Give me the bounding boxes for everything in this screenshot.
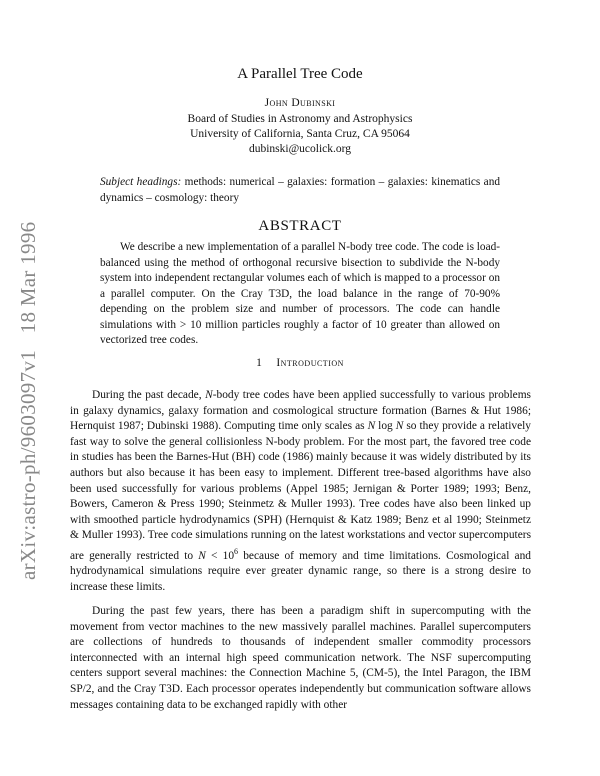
- text-run: because of memory and time limitations. Cosmological and hydrodynamical simulations require ever greater dynamic range, so there is a strong desire to increase these limits.: [70, 549, 531, 593]
- abstract-body: [100, 240, 500, 349]
- introduction-paragraph-1: [70, 388, 531, 596]
- subject-headings-label: Subject headings:: [100, 176, 182, 188]
- math-exponent: 6: [234, 546, 239, 556]
- paragraph: During the past few years, there has been a paradigm shift in supercomputing with the movement from vector machines to the new massively parallel machines. Parallel supercomputers are collections of hundreds to thousands of independent smaller commodity processors interconnected with an internal high speed communication network. The NSF supercomputing centers support several machines: the Connection Machine 5, (CM-5), the Intel Paragon, the IBM SP/2, and the Cray T3D. Each processor operates independently but communication software allows messages containing data to be exchanged rapidly with other: [70, 605, 531, 711]
- abstract-paragraph: [100, 240, 500, 349]
- math-log: log: [375, 420, 396, 433]
- text-run: so they provide a relatively fast way to solve the general collisionless N-body problem. For the most part, the favored tree code in studies has been the Barnes-Hut (BH) code (1986) mainly because it was widely distributed by its authors but also because it has been easy to implement. Different tree-based algorithms have also been used successfully for various problems (Appel 1985; Jernigan & Porter 1989; 1993; Benz, Bowers, Cameron & Press 1990; Steinmetz & Muller 1993). Tree codes have also been linked up with smoothed particle hydrodynamics (SPH) (Hernquist & Katz 1989; Benz et al 1990; Steinmetz & Muller 1993). Tree code simulations running on the latest workstations and vector supercomputers are generally restricted to: [70, 420, 531, 562]
- paper-title: A Parallel Tree Code: [237, 66, 363, 82]
- arxiv-id: arXiv:astro-ph/9603097v1: [16, 350, 40, 580]
- text-run: During the past decade,: [92, 389, 206, 401]
- introduction-paragraph-2: [70, 604, 531, 713]
- abstract-text-2: million particles roughly a factor of 10 greater than allowed on vectorized tree codes.: [100, 318, 500, 346]
- author-name: [0, 97, 600, 109]
- paragraph: [70, 388, 531, 596]
- abstract-text-1: We describe a new implementation of a parallel N-body tree code. The code is load-balanced using the method of orthogonal recursive bisection to subdivide the N-body system into independent rectangular volumes each of which is mapped to a processor on a parallel computer. On the Cray T3D, the load balance in the range of 70-90% depending on the problem size and number of processors. The code can handle simulations with: [100, 241, 501, 331]
- affiliation-line-2: University of California, Santa Cruz, CA 95064: [190, 128, 410, 140]
- math-n: N: [205, 389, 213, 401]
- section-title: Introduction: [276, 357, 344, 369]
- section-heading: [0, 357, 600, 369]
- section-number: 1: [256, 357, 263, 369]
- author-name-text: John Dubinski: [264, 97, 336, 109]
- abstract-heading: ABSTRACT: [258, 218, 342, 234]
- author-email: dubinski@ucolick.org: [248, 143, 352, 155]
- abstract-gt-value: > 10: [179, 318, 202, 331]
- arxiv-date: 18 Mar 1996: [16, 221, 40, 334]
- affiliation-line-1: Board of Studies in Astronomy and Astrophysics: [187, 113, 413, 125]
- text-run: -body tree codes have been applied successfully to various problems in galaxy dynamics, galaxy formation and cosmological structure formation (Barnes & Hut 1986; Hernquist 1987; Dubinski 1988). Computing time only scales as: [70, 389, 531, 433]
- subject-headings-text: methods: numerical – galaxies: formation – galaxies: kinematics and dynamics – cosmology: theory: [100, 176, 500, 204]
- arxiv-id-and-date: [16, 222, 41, 580]
- math-n: N: [395, 420, 404, 433]
- math-n: N: [198, 549, 206, 562]
- math-limit: < 10: [205, 549, 235, 562]
- math-n: N: [367, 420, 376, 433]
- subject-headings: [100, 174, 500, 206]
